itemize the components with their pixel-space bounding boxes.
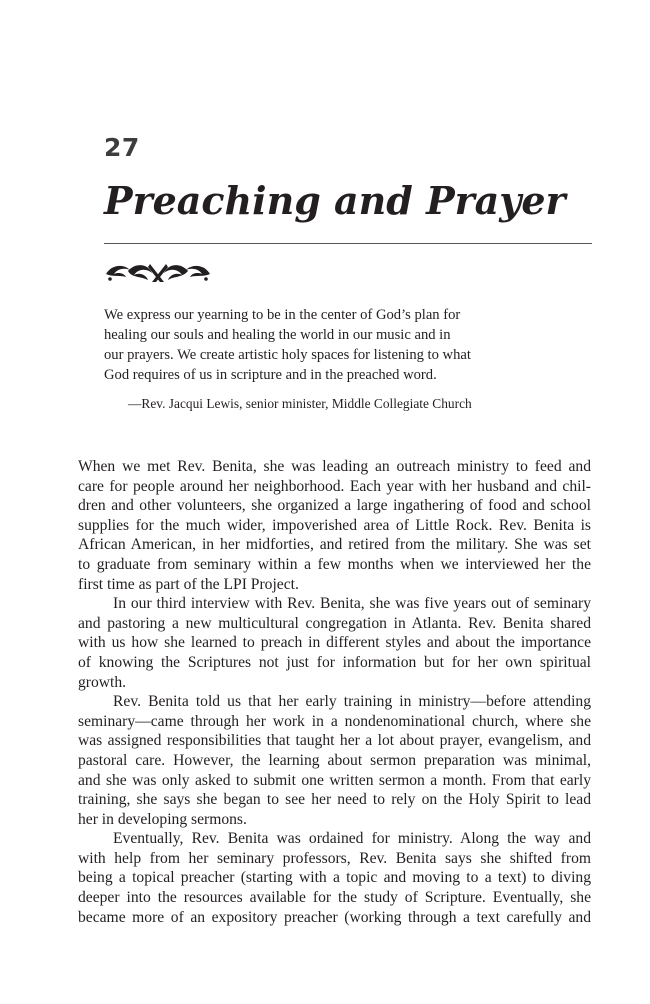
body-line: deeper into the resources available for the study of Scripture. Eventually, she (78, 889, 591, 907)
body-line: When we met Rev. Benita, she was leading an outreach ministry to feed and (78, 458, 591, 475)
epigraph-line: We express our yearning to be in the center of God’s plan for (104, 307, 461, 323)
title-rule (104, 243, 592, 244)
body-text (78, 457, 591, 927)
epigraph-line: healing our souls and healing the world in our music and in (104, 327, 451, 343)
floral-ornament-icon (102, 258, 214, 288)
body-line: Rev. Benita told us that her early training in ministry—before attending (113, 693, 591, 711)
epigraph (104, 305, 504, 385)
epigraph-line: God requires of us in scripture and in the preached word. (104, 367, 437, 383)
body-line: of knowing the Scriptures not just for information but for her own spiritual (78, 653, 591, 671)
body-line: dren and other volunteers, she organized a large ingathering of food and school (78, 497, 591, 515)
epigraph-attribution: —Rev. Jacqui Lewis, senior minister, Middle Collegiate Church (128, 396, 472, 411)
body-line: to graduate from seminary within a few months when we interviewed her the (78, 555, 591, 573)
body-line: supplies for the much wider, impoverished area of Little Rock. Rev. Benita is (78, 516, 591, 534)
body-line: seminary—came through her work in a nondenominational church, where she (78, 712, 591, 730)
body-line: with us how she learned to preach in different styles and about the importance (78, 634, 591, 652)
body-line: and pastoring a new multicultural congregation in Atlanta. Rev. Benita shared (78, 614, 591, 632)
body-line: training, she says she began to see her need to rely on the Holy Spirit to lead (78, 791, 591, 809)
body-line: first time as part of the LPI Project. (78, 575, 299, 593)
body-line: her in developing sermons. (78, 810, 247, 828)
body-line: became more of an expository preacher (working through a text carefully and (78, 908, 591, 926)
epigraph-line: our prayers. We create artistic holy spaces for listening to what (104, 347, 471, 363)
body-line: pastoral care. However, the learning about sermon preparation was minimal, (78, 751, 591, 769)
body-line: and she was only asked to submit one written sermon a month. From that early (78, 771, 591, 789)
body-line: African American, in her midforties, and retired from the military. She was set (78, 536, 591, 554)
body-line: with help from her seminary professors, Rev. Benita says she shifted from (78, 849, 591, 867)
body-line: In our third interview with Rev. Benita, she was five years out of seminary (113, 595, 591, 613)
body-line: growth. (78, 673, 127, 691)
body-line: Eventually, Rev. Benita was ordained for ministry. Along the way and (113, 830, 591, 848)
chapter-title: Preaching and Prayer (104, 178, 566, 223)
chapter-number: 27 (104, 133, 140, 162)
body-line: being a topical preacher (starting with a topic and moving to a text) to diving (78, 869, 591, 887)
body-line: was assigned responsibilities that taught her a lot about prayer, evangelism, and (78, 732, 591, 750)
body-line: care for people around her neighborhood. Each year with her husband and chil- (78, 477, 591, 495)
